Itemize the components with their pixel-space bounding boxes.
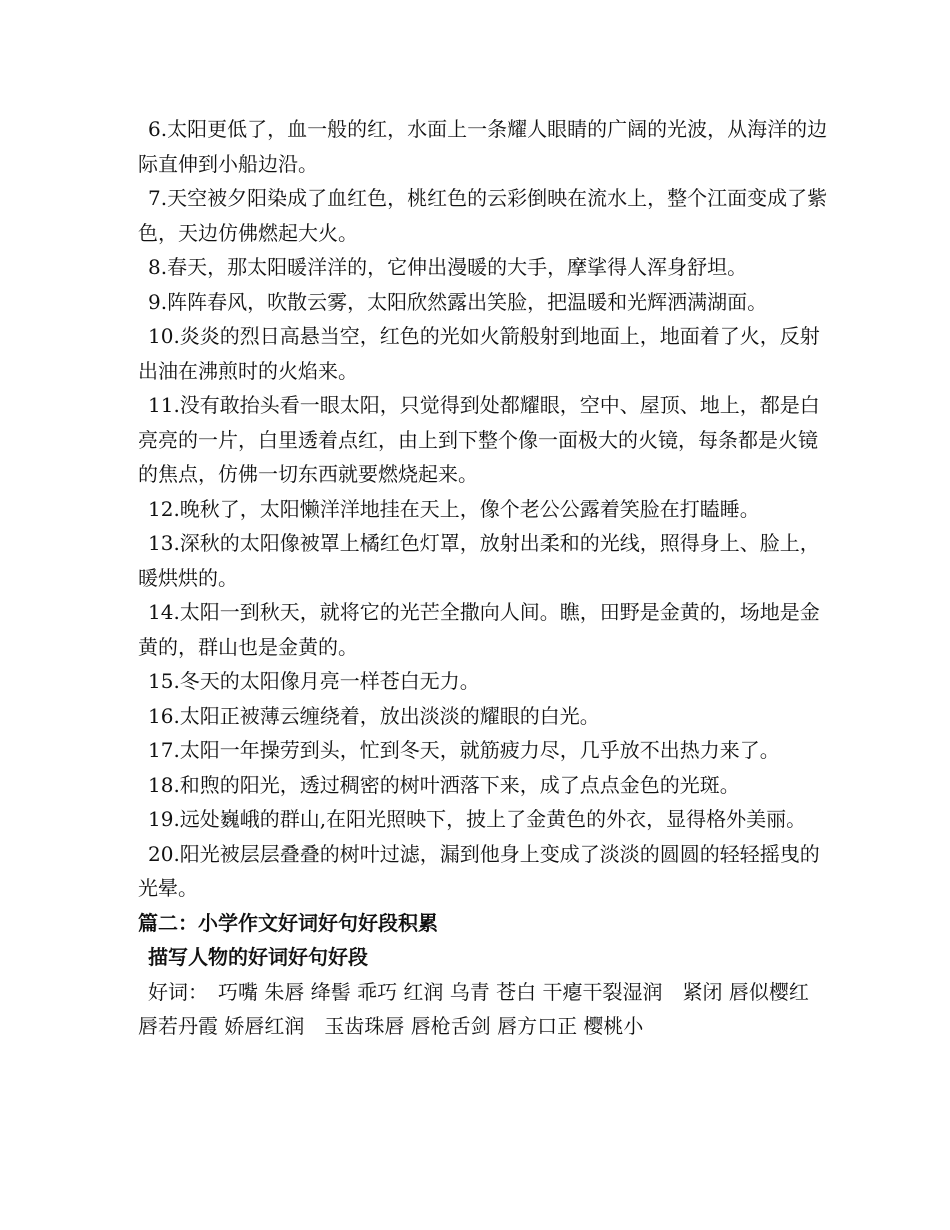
sentence-20: 20.阳光被层层叠叠的树叶过滤，漏到他身上变成了淡淡的圆圆的轻轻摇曳的光晕。	[138, 841, 820, 900]
sentence-10: 10.炎炎的烈日高悬当空，红色的光如火箭般射到地面上，地面着了火，反射出油在沸煎时的火焰来。	[138, 324, 820, 383]
good-words-paragraph: 好词： 巧嘴 朱唇 绛髻 乖巧 红润 乌青 苍白 干瘪干裂湿润 紧闭 唇似樱红 唇若丹霞 娇唇红润 玉齿珠唇 唇枪舌剑 唇方口正 樱桃小	[138, 979, 809, 1038]
sentence-19: 19.远处巍峨的群山,在阳光照映下，披上了金黄色的外衣，显得格外美丽。	[148, 807, 807, 831]
sentence-7: 7.天空被夕阳染成了血红色，桃红色的云彩倒映在流水上，整个江面变成了紫色，天边仿佛燃起大火。	[138, 186, 828, 245]
sentence-15: 15.冬天的太阳像月亮一样苍白无力。	[148, 669, 480, 693]
sentence-16: 16.太阳正被薄云缠绕着，放出淡淡的耀眼的白光。	[148, 703, 600, 728]
sentence-11: 11.没有敢抬头看一眼太阳，只觉得到处都耀眼，空中、屋顶、地上，都是白亮亮的一片，白里透着点红，由上到下整个像一面极大的火镜，每条都是火镜的焦点，仿佛一切东西就要燃烧起来。	[138, 393, 820, 486]
sentence-14: 14.太阳一到秋天，就将它的光芒全撒向人间。瞧，田野是金黄的，场地是金黄的，群山也是金黄的。	[138, 600, 820, 659]
sentence-6: 6.太阳更低了，血一般的红，水面上一条耀人眼睛的广阔的光波，从海洋的边际直伸到小船边沿。	[138, 117, 828, 176]
sentence-17: 17.太阳一年操劳到头，忙到冬天，就筋疲力尽，几乎放不出热力来了。	[148, 738, 780, 762]
sentence-12: 12.晚秋了，太阳懒洋洋地挂在天上，像个老公公露着笑脸在打瞌睡。	[148, 496, 760, 521]
sentence-18: 18.和煦的阳光，透过稠密的树叶洒落下来，成了点点金色的光斑。	[148, 772, 740, 797]
document-body	[138, 112, 828, 1044]
sentence-8: 8.春天，那太阳暖洋洋的，它伸出漫暖的大手，摩挲得人浑身舒坦。	[148, 255, 748, 279]
sentence-13: 13.深秋的太阳像被罩上橘红色灯罩，放射出柔和的光线，照得身上、脸上，暖烘烘的。	[138, 531, 820, 590]
sentence-9: 9.阵阵春风，吹散云雾，太阳欣然露出笑脸，把温暖和光辉洒满湖面。	[148, 289, 768, 314]
section-title: 篇二：小学作文好词好句好段积累	[138, 910, 438, 935]
subsection-title: 描写人物的好词好句好段	[148, 945, 368, 969]
